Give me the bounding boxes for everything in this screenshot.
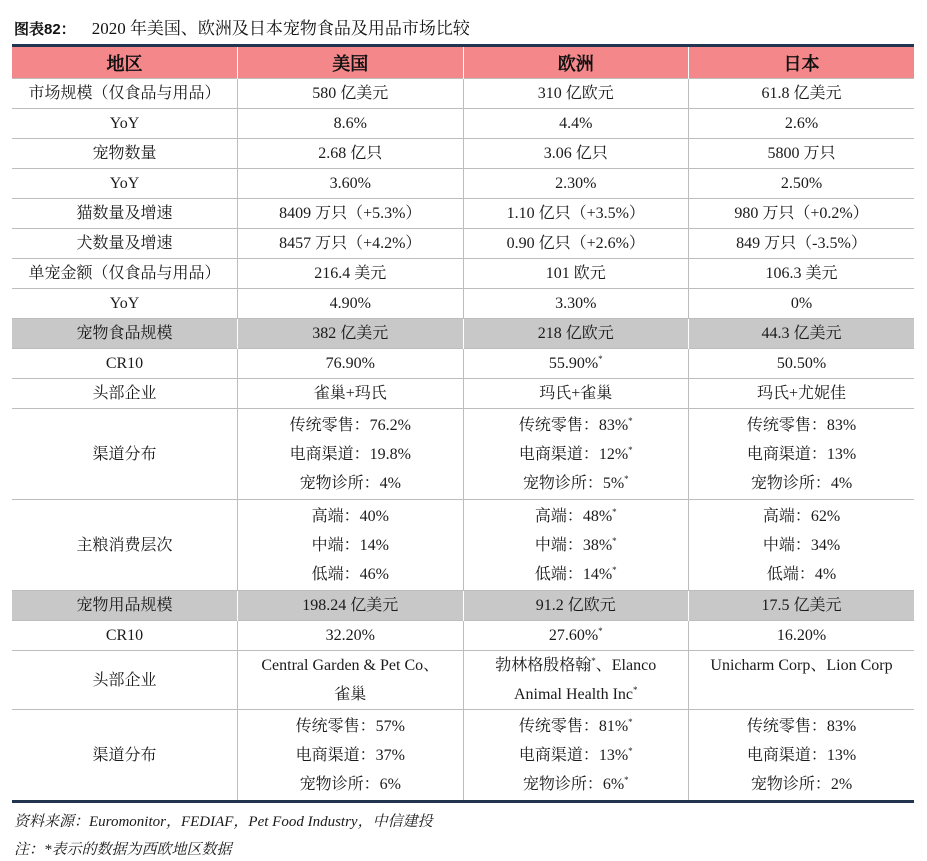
cell-line: 传统零售：83% bbox=[746, 718, 857, 735]
cell-line: 61.8 亿美元 bbox=[761, 85, 842, 102]
footnote-marker: * bbox=[633, 685, 638, 695]
cell-line: 宠物诊所：6%* bbox=[522, 775, 629, 793]
cell-line: 310 亿欧元 bbox=[537, 85, 614, 102]
cell-eu bbox=[463, 349, 689, 379]
row-label: 猫数量及增速 bbox=[12, 199, 238, 229]
cell-us bbox=[238, 199, 464, 229]
cell-line: Central Garden & Pet Co、 bbox=[261, 657, 440, 674]
cell-line: 3.30% bbox=[555, 295, 597, 312]
cell-line: 980 万只（+0.2%） bbox=[734, 205, 869, 222]
table-header-row bbox=[12, 47, 914, 79]
footnote-marker: * bbox=[628, 445, 633, 455]
cell-line: Animal Health Inc* bbox=[513, 685, 638, 703]
row-label: CR10 bbox=[12, 349, 238, 379]
footnote-marker: * bbox=[598, 354, 603, 364]
cell-eu bbox=[463, 79, 689, 109]
cell-line: 雀巢 bbox=[334, 686, 367, 703]
header-jp: 日本 bbox=[689, 47, 915, 79]
cell-line: 50.50% bbox=[776, 355, 827, 372]
cell-eu bbox=[463, 109, 689, 139]
header-eu: 欧洲 bbox=[463, 47, 689, 79]
table-row bbox=[12, 169, 914, 199]
cell-line: 3.06 亿只 bbox=[543, 145, 608, 162]
cell-line: 玛氏+雀巢 bbox=[539, 385, 613, 402]
cell-line: 2.6% bbox=[784, 115, 819, 132]
cell-line: 电商渠道：13% bbox=[746, 747, 857, 764]
cell-line: 44.3 亿美元 bbox=[761, 325, 842, 342]
cell-line: 101 欧元 bbox=[545, 265, 606, 282]
row-label: YoY bbox=[12, 169, 238, 199]
cell-line: 32.20% bbox=[325, 627, 375, 644]
cell-jp bbox=[689, 259, 915, 289]
cell-line: 中端：14% bbox=[311, 537, 389, 554]
cell-us bbox=[238, 259, 464, 289]
cell-us bbox=[238, 651, 464, 710]
cell-eu bbox=[463, 379, 689, 409]
cell-line: 76.90% bbox=[325, 355, 375, 372]
cell-eu bbox=[463, 259, 689, 289]
cell-us bbox=[238, 229, 464, 259]
table-row bbox=[12, 199, 914, 229]
cell-jp bbox=[689, 349, 915, 379]
cell-eu bbox=[463, 319, 689, 349]
cell-line: 2.68 亿只 bbox=[318, 145, 383, 162]
cell-line: 218 亿欧元 bbox=[537, 325, 614, 342]
table-bottom-rule bbox=[12, 800, 914, 803]
cell-eu bbox=[463, 229, 689, 259]
footnote-marker: * bbox=[628, 717, 633, 727]
table-row bbox=[12, 710, 914, 801]
row-label: 宠物数量 bbox=[12, 139, 238, 169]
cell-line: 中端：34% bbox=[762, 537, 841, 554]
cell-jp bbox=[689, 500, 915, 591]
cell-jp bbox=[689, 109, 915, 139]
cell-line: 高端：62% bbox=[762, 508, 841, 525]
table-row bbox=[12, 289, 914, 319]
cell-line: 55.90%* bbox=[548, 354, 603, 372]
cell-us bbox=[238, 139, 464, 169]
cell-line: 中端：38%* bbox=[534, 536, 617, 554]
comparison-table bbox=[12, 47, 914, 800]
table-row bbox=[12, 651, 914, 710]
footnote-marker: * bbox=[612, 536, 617, 546]
row-label: 头部企业 bbox=[12, 651, 238, 710]
cell-line: 17.5 亿美元 bbox=[761, 597, 842, 614]
cell-us bbox=[238, 79, 464, 109]
cell-line: 电商渠道：19.8% bbox=[289, 446, 411, 463]
footnote: 注：*表示的数据为西欧地区数据 bbox=[14, 842, 232, 858]
table-row bbox=[12, 259, 914, 289]
cell-line: 宠物诊所：5%* bbox=[522, 474, 629, 492]
figure-number: 图表82： bbox=[14, 21, 76, 38]
cell-line: 4.4% bbox=[559, 115, 593, 132]
cell-line: 382 亿美元 bbox=[312, 325, 389, 342]
comparison-table-section bbox=[12, 44, 914, 803]
row-label: 渠道分布 bbox=[12, 409, 238, 500]
footnote-marker: * bbox=[612, 507, 617, 517]
cell-us bbox=[238, 500, 464, 591]
cell-line: 3.60% bbox=[329, 175, 371, 192]
cell-line: 低端：14%* bbox=[534, 565, 617, 583]
cell-line: 传统零售：57% bbox=[295, 718, 405, 735]
cell-line: 传统零售：83%* bbox=[518, 416, 633, 434]
section-row bbox=[12, 319, 914, 349]
source-note: 资料来源：Euromonitor，FEDIAF，Pet Food Industry，中信建投 bbox=[14, 814, 433, 830]
row-label: 市场规模（仅食品与用品） bbox=[12, 79, 238, 109]
cell-us bbox=[238, 621, 464, 651]
cell-jp bbox=[689, 621, 915, 651]
row-label: 头部企业 bbox=[12, 379, 238, 409]
row-label: CR10 bbox=[12, 621, 238, 651]
row-label: 主粮消费层次 bbox=[12, 500, 238, 591]
cell-line: 传统零售：83% bbox=[746, 417, 857, 434]
cell-eu bbox=[463, 500, 689, 591]
section-row bbox=[12, 591, 914, 621]
cell-us bbox=[238, 289, 464, 319]
footnote-marker: * bbox=[591, 656, 596, 666]
row-label: 宠物食品规模 bbox=[12, 319, 238, 349]
cell-line: 580 亿美元 bbox=[312, 85, 389, 102]
table-row bbox=[12, 379, 914, 409]
cell-line: 高端：48%* bbox=[534, 507, 617, 525]
cell-us bbox=[238, 379, 464, 409]
table-body bbox=[12, 79, 914, 801]
cell-eu bbox=[463, 289, 689, 319]
cell-line: 宠物诊所：4% bbox=[299, 475, 401, 492]
table-row bbox=[12, 79, 914, 109]
cell-eu bbox=[463, 139, 689, 169]
cell-jp bbox=[689, 229, 915, 259]
cell-us bbox=[238, 591, 464, 621]
footnote-marker: * bbox=[598, 626, 603, 636]
table-row bbox=[12, 229, 914, 259]
cell-eu bbox=[463, 199, 689, 229]
cell-us bbox=[238, 169, 464, 199]
cell-line: 电商渠道：37% bbox=[295, 747, 405, 764]
cell-jp bbox=[689, 651, 915, 710]
cell-line: 216.4 美元 bbox=[314, 265, 387, 282]
cell-line: 0.90 亿只（+2.6%） bbox=[506, 235, 645, 252]
table-row bbox=[12, 500, 914, 591]
cell-line: 电商渠道：13% bbox=[746, 446, 857, 463]
cell-line: 2.50% bbox=[780, 175, 823, 192]
cell-line: 电商渠道：12%* bbox=[518, 445, 633, 463]
cell-jp bbox=[689, 319, 915, 349]
footnote-marker: * bbox=[628, 746, 633, 756]
cell-line: Unicharm Corp、Lion Corp bbox=[710, 657, 893, 674]
row-label: YoY bbox=[12, 109, 238, 139]
cell-line: 传统零售：76.2% bbox=[289, 417, 411, 434]
cell-line: 8.6% bbox=[333, 115, 367, 132]
cell-line: 宠物诊所：6% bbox=[299, 776, 401, 793]
table-row bbox=[12, 409, 914, 500]
cell-jp bbox=[689, 169, 915, 199]
cell-jp bbox=[689, 289, 915, 319]
cell-line: 玛氏+尤妮佳 bbox=[756, 385, 847, 402]
cell-line: 91.2 亿欧元 bbox=[535, 597, 616, 614]
row-label: 渠道分布 bbox=[12, 710, 238, 801]
cell-line: 4.90% bbox=[329, 295, 371, 312]
cell-line: 宠物诊所：4% bbox=[750, 475, 853, 492]
cell-jp bbox=[689, 379, 915, 409]
cell-line: 低端：46% bbox=[311, 566, 389, 583]
cell-line: 16.20% bbox=[776, 627, 827, 644]
table-row bbox=[12, 109, 914, 139]
footnote-marker: * bbox=[624, 474, 629, 484]
cell-jp bbox=[689, 139, 915, 169]
cell-line: 低端：4% bbox=[766, 566, 837, 583]
cell-line: 198.24 亿美元 bbox=[302, 597, 399, 614]
cell-line: 宠物诊所：2% bbox=[750, 776, 853, 793]
cell-us bbox=[238, 710, 464, 801]
cell-us bbox=[238, 109, 464, 139]
cell-line: 高端：40% bbox=[311, 508, 389, 525]
header-region: 地区 bbox=[12, 47, 238, 79]
cell-line: 雀巢+玛氏 bbox=[313, 385, 387, 402]
cell-jp bbox=[689, 79, 915, 109]
cell-line: 8457 万只（+4.2%） bbox=[279, 235, 422, 252]
cell-eu bbox=[463, 169, 689, 199]
cell-line: 849 万只（-3.5%） bbox=[736, 235, 867, 252]
cell-jp bbox=[689, 409, 915, 500]
cell-jp bbox=[689, 591, 915, 621]
cell-jp bbox=[689, 710, 915, 801]
cell-line: 1.10 亿只（+3.5%） bbox=[506, 205, 645, 222]
row-label: 单宠金额（仅食品与用品） bbox=[12, 259, 238, 289]
cell-line: 5800 万只 bbox=[767, 145, 836, 162]
footnote-marker: * bbox=[612, 565, 617, 575]
header-us: 美国 bbox=[238, 47, 464, 79]
row-label: 犬数量及增速 bbox=[12, 229, 238, 259]
table-row bbox=[12, 349, 914, 379]
cell-line: 电商渠道：13%* bbox=[518, 746, 633, 764]
cell-line: 106.3 美元 bbox=[765, 265, 838, 282]
cell-eu bbox=[463, 591, 689, 621]
cell-us bbox=[238, 319, 464, 349]
cell-jp bbox=[689, 199, 915, 229]
cell-eu bbox=[463, 651, 689, 710]
cell-line: 27.60%* bbox=[548, 626, 603, 644]
table-row bbox=[12, 139, 914, 169]
figure-caption: 2020 年美国、欧洲及日本宠物食品及用品市场比较 bbox=[91, 19, 470, 38]
cell-line: 传统零售：81%* bbox=[518, 717, 633, 735]
row-label: YoY bbox=[12, 289, 238, 319]
cell-line: 8409 万只（+5.3%） bbox=[279, 205, 422, 222]
footnote-marker: * bbox=[628, 416, 633, 426]
cell-eu bbox=[463, 621, 689, 651]
cell-line: 0% bbox=[790, 295, 813, 312]
cell-line: 勃林格殷格翰*、Elanco bbox=[495, 656, 657, 674]
cell-eu bbox=[463, 409, 689, 500]
footnote-marker: * bbox=[624, 775, 629, 785]
figure-title bbox=[14, 16, 470, 42]
cell-us bbox=[238, 409, 464, 500]
cell-line: 2.30% bbox=[555, 175, 597, 192]
cell-us bbox=[238, 349, 464, 379]
cell-eu bbox=[463, 710, 689, 801]
row-label: 宠物用品规模 bbox=[12, 591, 238, 621]
table-row bbox=[12, 621, 914, 651]
